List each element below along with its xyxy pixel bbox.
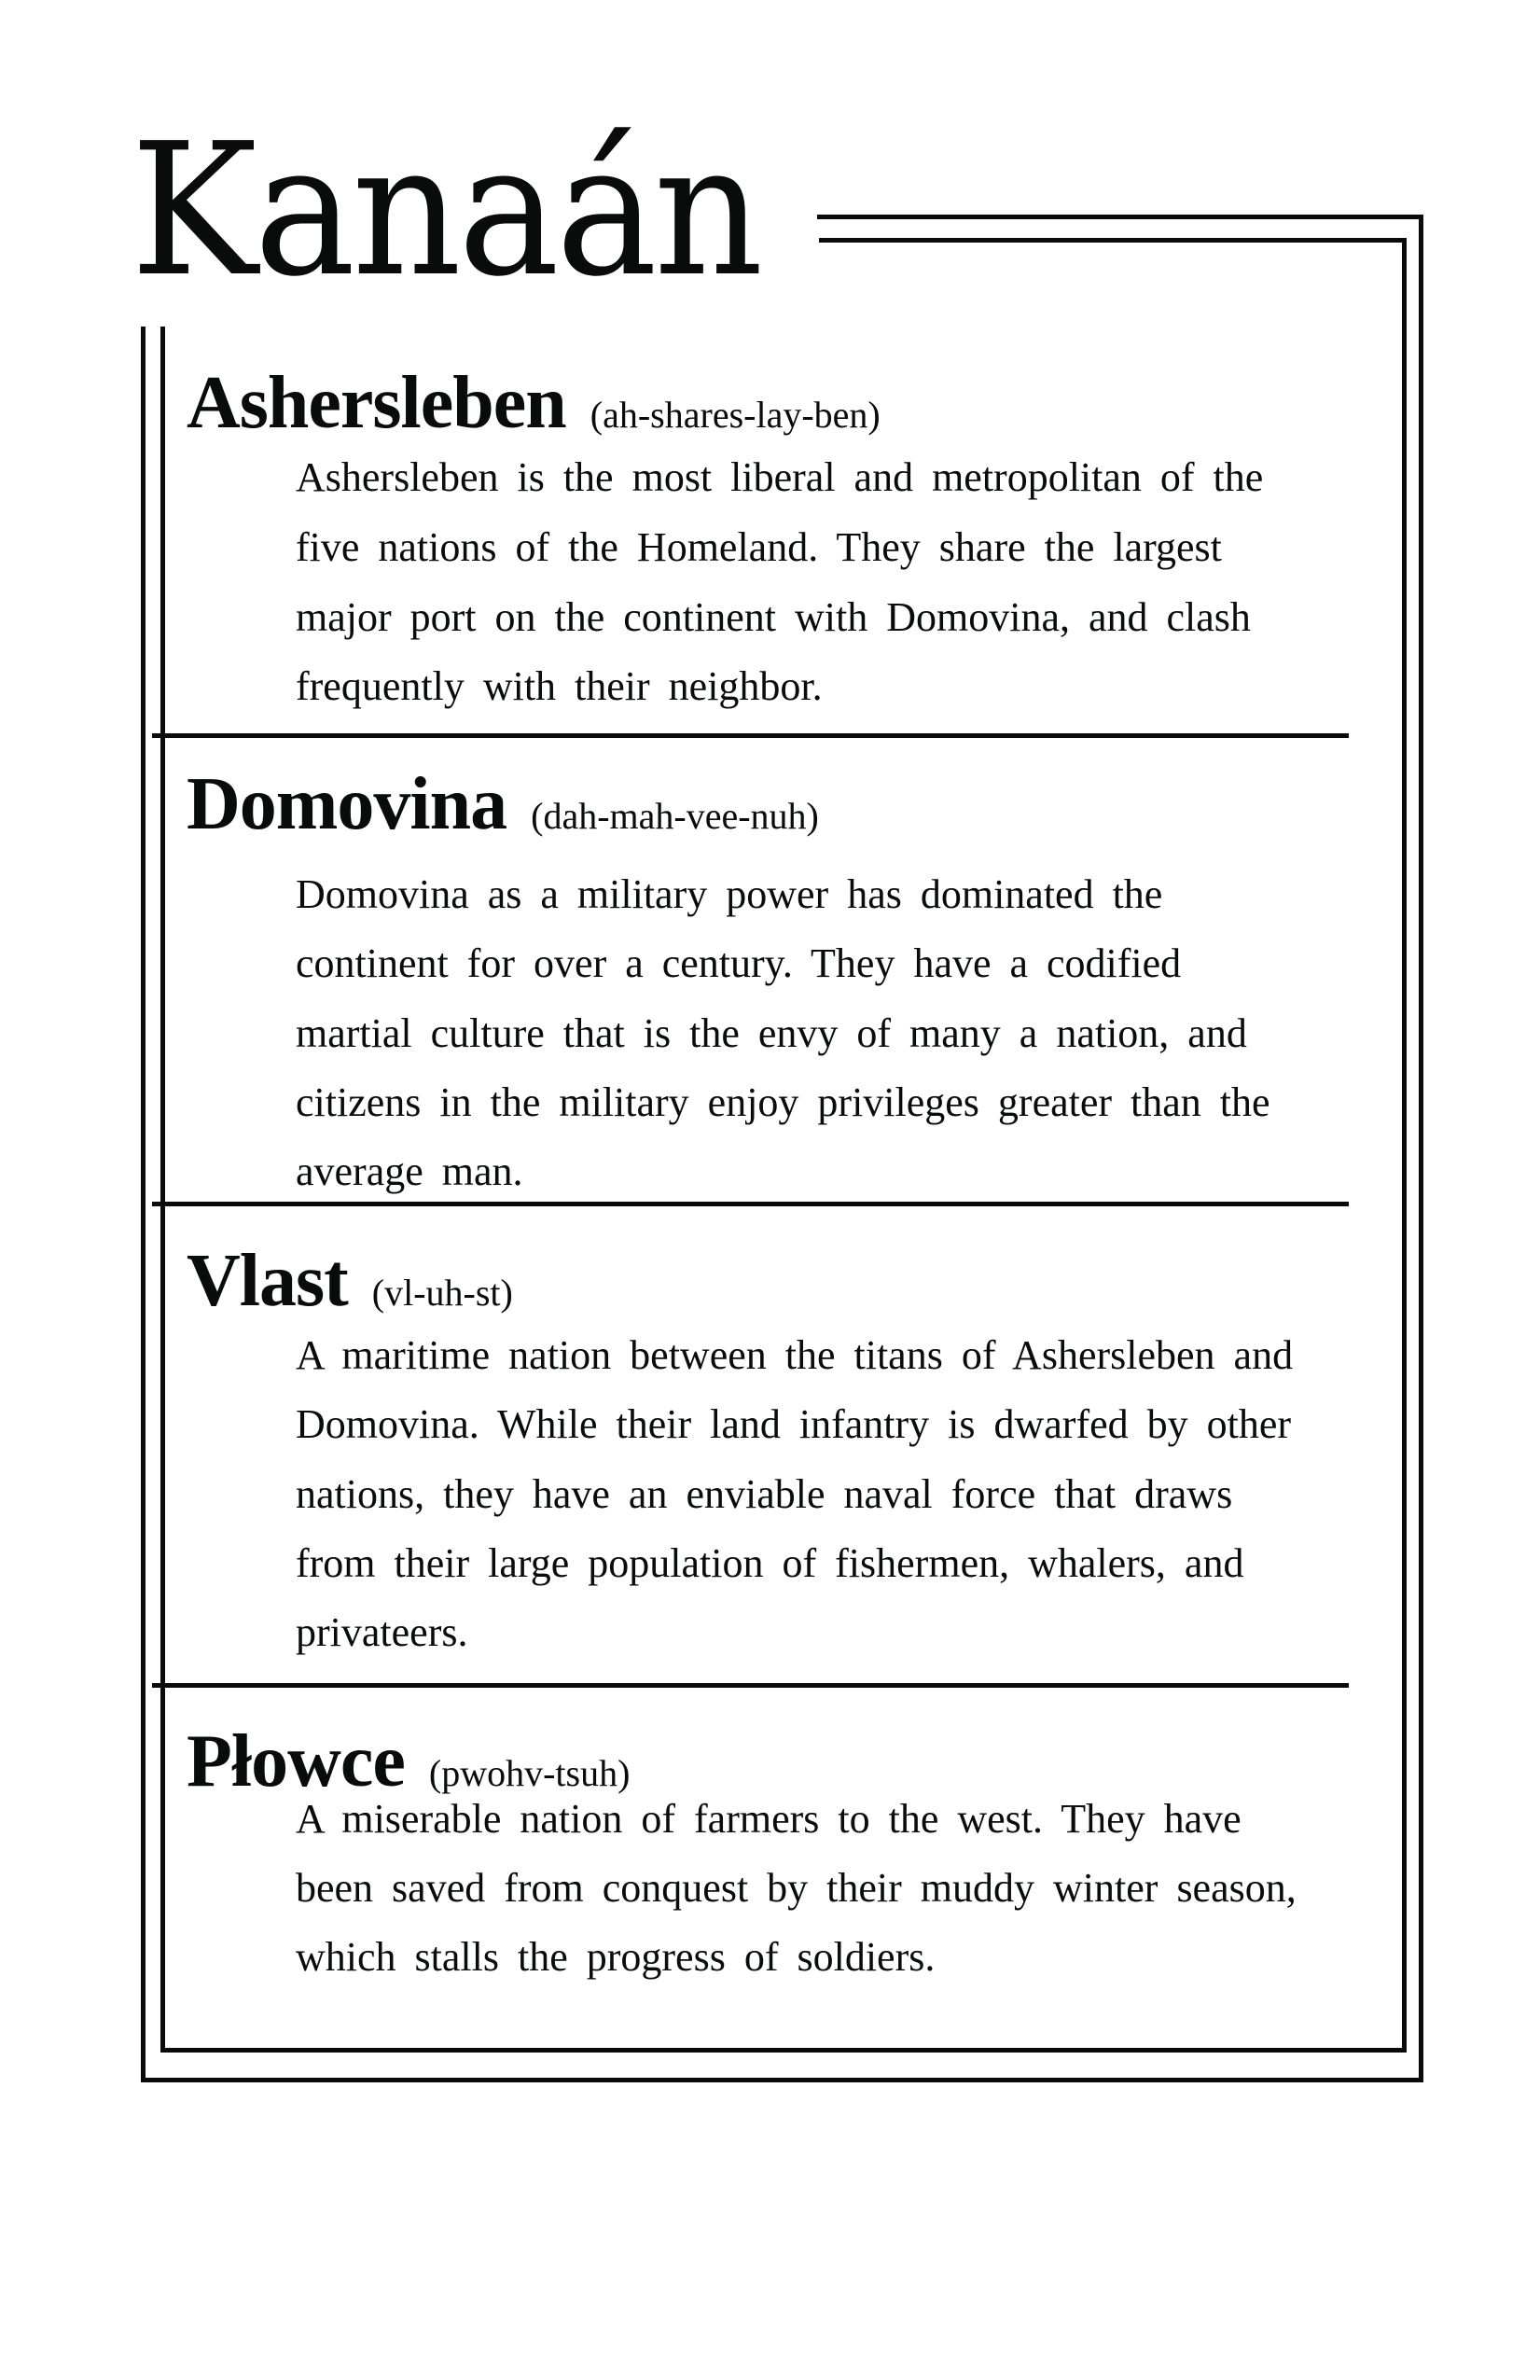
entry-text-line: been saved from conquest by their muddy winter season,	[296, 1865, 1297, 1911]
entry-text-line: continent for over a century. They have a codified	[296, 940, 1182, 986]
entry-name: Ashersleben	[187, 362, 566, 444]
entry-heading	[187, 1240, 513, 1322]
page-title: Kanaán	[131, 104, 760, 317]
entry-text-line: A miserable nation of farmers to the west. They have	[296, 1796, 1242, 1842]
entry-text-line: martial culture that is the envy of many a nation, and	[296, 1010, 1247, 1056]
frame-inner-right-rule	[1402, 238, 1407, 2053]
frame-inner-left-rule	[160, 327, 165, 2053]
entry-heading	[187, 1720, 631, 1802]
entry-pronunciation: (ah-shares-lay-ben)	[590, 394, 881, 436]
entry-text-line: Domovina. While their land infantry is dwarfed by other	[296, 1401, 1292, 1447]
entry-text-line: which stalls the progress of soldiers.	[296, 1934, 936, 1980]
frame-outer-bottom-rule	[141, 2078, 1423, 2082]
frame-outer-top-rule	[817, 215, 1423, 219]
section-divider	[152, 1683, 1349, 1688]
section-divider	[152, 733, 1349, 738]
entry-text-line: from their large population of fishermen, whalers, and	[296, 1540, 1244, 1586]
entry-text-line: average man.	[296, 1148, 523, 1194]
entry-name: Vlast	[187, 1240, 348, 1322]
entry-text-line: citizens in the military enjoy privileges greater than the	[296, 1079, 1270, 1125]
entry-heading	[187, 362, 881, 444]
frame-inner-bottom-rule	[160, 2048, 1407, 2053]
section-divider	[152, 1202, 1349, 1206]
entry-pronunciation: (pwohv-tsuh)	[428, 1752, 631, 1794]
entry-text-line: nations, they have an enviable naval force that draws	[296, 1471, 1233, 1517]
frame-outer-right-rule	[1419, 215, 1423, 2082]
entry-name: Płowce	[187, 1720, 405, 1802]
entry-text-line: Ashersleben is the most liberal and metropolitan of the	[296, 454, 1264, 500]
entry-text-line: frequently with their neighbor.	[296, 663, 823, 709]
entry-pronunciation: (dah-mah-vee-nuh)	[531, 795, 819, 837]
entry-heading	[187, 763, 819, 845]
entry-text-line: privateers.	[296, 1609, 468, 1655]
frame-inner-top-rule	[819, 238, 1407, 243]
entry-text-line: major port on the continent with Domovina, and clash	[296, 594, 1251, 640]
entry-pronunciation: (vl-uh-st)	[371, 1272, 513, 1314]
frame-outer-left-rule	[141, 327, 146, 2082]
entry-text-line: A maritime nation between the titans of Ashersleben and	[296, 1332, 1294, 1378]
entry-text-line: five nations of the Homeland. They share the largest	[296, 524, 1222, 570]
entry-text-line: Domovina as a military power has dominated the	[296, 871, 1163, 917]
entry-name: Domovina	[187, 763, 507, 845]
